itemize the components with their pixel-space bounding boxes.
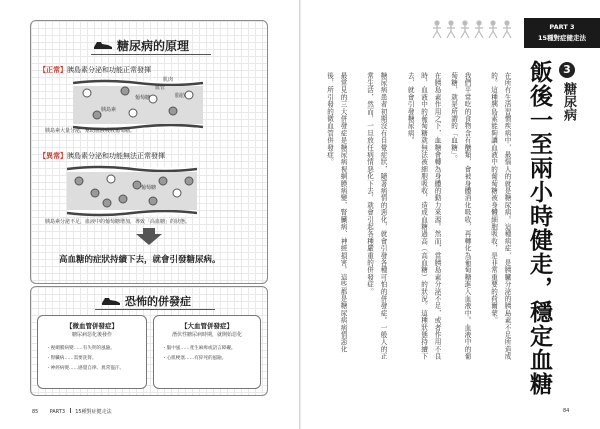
down-arrow-icon — [136, 234, 162, 245]
title-underline — [91, 54, 211, 55]
part-header — [524, 18, 600, 48]
macro-subheading: 潛伏性糖尿病時期，就開始惡化 — [171, 332, 242, 338]
complications-panel — [30, 286, 268, 396]
diabetes-mechanism-panel — [30, 20, 268, 284]
macro-item: ・腦中風……產生麻痺或語言障礙。 — [162, 346, 236, 351]
body-paragraph: 在胰島素作用之下，血糖會轉為身體的動力來源。然而，當胰島素分泌不足，或者作用不良時，血液中的葡萄糖就無法被細胞吸收，造成血糖過高（高血糖）的狀況。這種狀態持續下去，就會引發糖尿病。 — [406, 72, 441, 360]
vessel-label-glucose: 葡萄糖 — [135, 95, 151, 101]
body-paragraph: 我們平常吃的食物含有醣類，會被身體消化吸收，再轉化為葡萄糖進入血液中。血液中的葡萄糖，就是所謂的「血糖」。 — [449, 72, 471, 360]
micro-item: ・神經病變……感覺自律、異常盜汗。 — [46, 366, 125, 371]
vessel-label-insulin: 胰島素 — [101, 107, 117, 113]
micro-heading: 【微血管併發症】 — [66, 322, 118, 330]
macro-item: ・心肌梗塞……有猝死的風險。 — [162, 356, 227, 361]
abnormal-heading-text: 胰島素分泌和功能無法正常發揮 — [67, 152, 165, 160]
micro-item: ・腎臟病……需要洗腎。 — [46, 356, 97, 361]
macro-heading: 【大血管併發症】 — [181, 322, 233, 330]
micro-subheading: 糖尿病惡化後發作 — [71, 332, 112, 338]
body-paragraph: 最常見的三大併發症是糖尿病視網膜病變、腎臟病、神經損害。這些都是糖尿病病情惡化後，所引發的微血管併發症。 — [325, 72, 347, 353]
normal-tag: 【正常】 — [39, 66, 67, 74]
footer-part: PART3 — [49, 409, 66, 415]
shoe-icon — [93, 40, 113, 50]
page-number: 85 — [32, 409, 39, 415]
abnormal-blood-vessel-diagram — [67, 163, 197, 219]
left-page — [0, 0, 299, 429]
section-number: 3 — [559, 62, 575, 78]
normal-heading — [39, 65, 151, 75]
body-paragraph: 在所有生活習慣疾病中，最惱人的就是糖尿病。這種病症，是胰臟分泌的胰島素不足所造成的。這種胰島素能夠讓血液中的葡萄糖被身體細胞吸收，是非常重要的荷爾蒙。 — [489, 72, 511, 360]
macrovascular-box — [153, 315, 261, 389]
section-title: 恐怖的併發症 — [125, 295, 191, 308]
normal-blood-vessel-diagram — [73, 77, 203, 133]
body-paragraph: 糖尿病患者初期沒有自覺症狀，隨著病情的惡化，就會引發各種可怕的併發症。一般人的正常生活，然而，一旦放任病情惡化下去，就會引起各種嚴重的併發症。 — [365, 72, 387, 360]
abnormal-caption: 胰島素分泌不足，血液中的葡萄糖增加，導致「高血糖」的狀態。 — [45, 219, 191, 225]
shoe-icon — [101, 296, 121, 306]
footer-part-title: 15種對症健走法 — [75, 409, 112, 415]
right-page — [301, 0, 600, 429]
part-title: 15種對症健走法 — [537, 34, 587, 42]
page-number: 84 — [563, 408, 570, 414]
abnormal-heading — [39, 151, 165, 161]
page-footer — [32, 408, 112, 415]
disease-title: 糖尿病 — [561, 82, 576, 121]
vessel-label-vessel: 血管 — [155, 85, 166, 91]
part-label: PART 3 — [549, 23, 575, 31]
microvascular-box — [37, 315, 147, 389]
abnormal-tag: 【異常】 — [39, 152, 67, 160]
normal-caption: 胰島素大量分泌，幫助血液吸收葡萄糖。 — [45, 128, 136, 134]
normal-heading-text: 胰島素分泌和功能正常發揮 — [67, 66, 151, 74]
title-underline — [95, 309, 215, 310]
headline: 飯後一至兩小時健走，穩定血糖 — [526, 60, 552, 396]
conclusion-text: 高血糖的症狀持續下去，就會引發糖尿病。 — [59, 255, 221, 265]
vessel-label-muscle: 肌肉 — [163, 77, 174, 83]
runner-icons — [431, 20, 519, 40]
abnormal-vessel-label-glucose: 葡萄糖 — [141, 185, 157, 191]
micro-item: ・視網膜病變……有失明的風險。 — [46, 346, 115, 351]
vessel-label-fat: 脂肪 — [175, 93, 186, 99]
section-title: 糖尿病的原理 — [117, 39, 190, 53]
